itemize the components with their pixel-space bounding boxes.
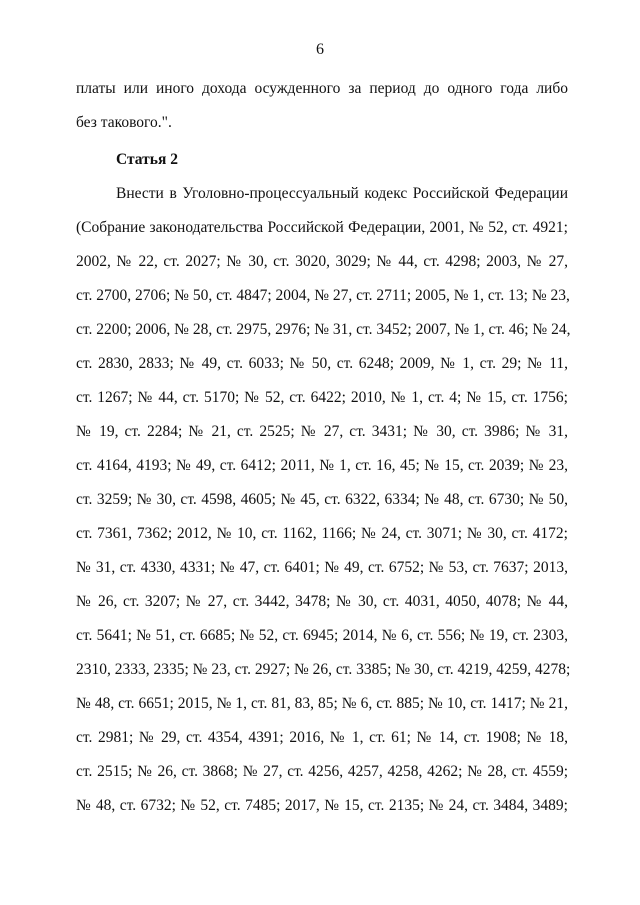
paragraph-2-line: № 48, ст. 6651; 2015, № 1, ст. 81, 83, 85; № 6, ст. 885; № 10, ст. 1417; № 21, bbox=[76, 695, 568, 712]
paragraph-2-line: ст. 2981; № 29, ст. 4354, 4391; 2016, № 1, ст. 61; № 14, ст. 1908; № 18, bbox=[76, 729, 568, 746]
paragraph-1-line: платы или иного дохода осужденного за период до одного года либо bbox=[76, 80, 568, 97]
paragraph-2-line: (Собрание законодательства Российской Федерации, 2001, № 52, ст. 4921; bbox=[76, 219, 568, 236]
paragraph-2-line: ст. 2200; 2006, № 28, ст. 2975, 2976; № 31, ст. 3452; 2007, № 1, ст. 46; № 24, bbox=[76, 321, 571, 338]
paragraph-2-line: ст. 2700, 2706; № 50, ст. 4847; 2004, № 27, ст. 2711; 2005, № 1, ст. 13; № 23, bbox=[76, 287, 570, 304]
paragraph-2-line: № 31, ст. 4330, 4331; № 47, ст. 6401; № 49, ст. 6752; № 53, ст. 7637; 2013, bbox=[76, 559, 568, 576]
paragraph-2-line: 2002, № 22, ст. 2027; № 30, ст. 3020, 3029; № 44, ст. 4298; 2003, № 27, bbox=[76, 253, 568, 270]
paragraph-2-line: ст. 4164, 4193; № 49, ст. 6412; 2011, № 1, ст. 16, 45; № 15, ст. 2039; № 23, bbox=[76, 457, 568, 474]
paragraph-2-line: 2310, 2333, 2335; № 23, ст. 2927; № 26, ст. 3385; № 30, ст. 4219, 4259, 4278; bbox=[76, 661, 571, 678]
paragraph-2-line: № 19, ст. 2284; № 21, ст. 2525; № 27, ст. 3431; № 30, ст. 3986; № 31, bbox=[76, 423, 568, 440]
paragraph-2-line: ст. 3259; № 30, ст. 4598, 4605; № 45, ст. 6322, 6334; № 48, ст. 6730; № 50, bbox=[76, 491, 568, 508]
paragraph-2-line: № 48, ст. 6732; № 52, ст. 7485; 2017, № 15, ст. 2135; № 24, ст. 3484, 3489; bbox=[76, 797, 568, 814]
paragraph-1-line: без такового.". bbox=[76, 114, 172, 131]
page-number: 6 bbox=[316, 41, 324, 58]
paragraph-2-line: ст. 2830, 2833; № 49, ст. 6033; № 50, ст. 6248; 2009, № 1, ст. 29; № 11, bbox=[76, 355, 568, 372]
paragraph-2-line: ст. 7361, 7362; 2012, № 10, ст. 1162, 1166; № 24, ст. 3071; № 30, ст. 4172; bbox=[76, 525, 568, 542]
paragraph-2-line: ст. 2515; № 26, ст. 3868; № 27, ст. 4256, 4257, 4258, 4262; № 28, ст. 4559; bbox=[76, 763, 568, 780]
paragraph-2-line: Внести в Уголовно-процессуальный кодекс Российской Федерации bbox=[116, 185, 568, 202]
paragraph-2-line: № 26, ст. 3207; № 27, ст. 3442, 3478; № 30, ст. 4031, 4050, 4078; № 44, bbox=[76, 593, 568, 610]
paragraph-2-line: ст. 1267; № 44, ст. 5170; № 52, ст. 6422; 2010, № 1, ст. 4; № 15, ст. 1756; bbox=[76, 389, 568, 406]
paragraph-2-line: ст. 5641; № 51, ст. 6685; № 52, ст. 6945; 2014, № 6, ст. 556; № 19, ст. 2303, bbox=[76, 627, 568, 644]
article-heading: Статья 2 bbox=[116, 151, 178, 168]
